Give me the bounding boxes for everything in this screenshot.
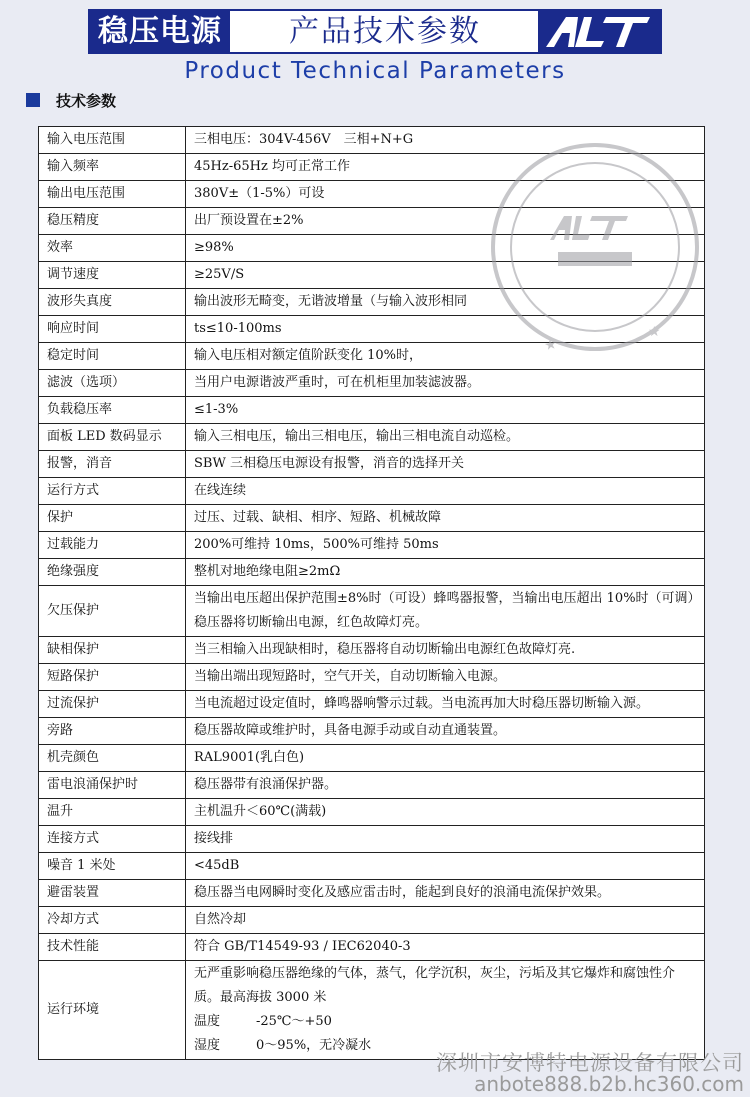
spec-key: 温升 xyxy=(39,799,186,826)
spec-value: SBW 三相稳压电源设有报警，消音的选择开关 xyxy=(186,451,705,478)
table-row xyxy=(39,772,705,799)
table-row xyxy=(39,718,705,745)
spec-value: 出厂预设置在±2% xyxy=(186,208,705,235)
spec-key: 输入频率 xyxy=(39,154,186,181)
spec-key: 面板 LED 数码显示 xyxy=(39,424,186,451)
spec-value: ≥98% xyxy=(186,235,705,262)
spec-key: 机壳颜色 xyxy=(39,745,186,772)
spec-value: 当三相输入出现缺相时，稳压器将自动切断输出电源红色故障灯亮. xyxy=(186,637,705,664)
spec-value: 输出波形无畸变，无谐波增量（与输入波形相同 xyxy=(186,289,705,316)
table-row xyxy=(39,664,705,691)
spec-table xyxy=(38,126,705,1060)
spec-key: 运行方式 xyxy=(39,478,186,505)
humidity-value: 0～95%，无冷凝水 xyxy=(256,1038,372,1053)
spec-key: 调节速度 xyxy=(39,262,186,289)
environment-row-group xyxy=(39,961,705,1060)
spec-key: 输入电压范围 xyxy=(39,127,186,154)
table-row xyxy=(39,853,705,880)
table-row xyxy=(39,907,705,934)
spec-key: 雷电浪涌保护时 xyxy=(39,772,186,799)
spec-value: 三相电压：304V-456V 三相+N+G xyxy=(186,127,705,154)
spec-value: RAL9001(乳白色) xyxy=(186,745,705,772)
spec-value: ≥25V/S xyxy=(186,262,705,289)
table-row xyxy=(39,637,705,664)
spec-value: 输入三相电压，输出三相电压，输出三相电流自动巡检。 xyxy=(186,424,705,451)
company-name-watermark: 深圳市安博特电源设备有限公司 xyxy=(436,1051,744,1075)
table-row xyxy=(39,235,705,262)
spec-value: 稳压器当电网瞬时变化及感应雷击时，能起到良好的浪涌电流保护效果。 xyxy=(186,880,705,907)
spec-key: 波形失真度 xyxy=(39,289,186,316)
spec-value: <45dB xyxy=(186,853,705,880)
site-url-watermark: anbote888.b2b.hc360.com xyxy=(474,1072,744,1096)
table-row xyxy=(39,316,705,343)
spec-value: 稳压器故障或维护时，具备电源手动或自动直通装置。 xyxy=(186,718,705,745)
spec-key: 旁路 xyxy=(39,718,186,745)
spec-value: 当输出电压超出保护范围±8%时（可设）蜂鸣器报警，当输出电压超出 10%时（可调）稳压器将切断输出电源，红色故障灯亮。 xyxy=(186,586,705,637)
temperature-label: 温度 xyxy=(194,1014,221,1029)
table-row xyxy=(39,799,705,826)
temperature-value: -25℃～+50 xyxy=(256,1014,332,1029)
page-title: 产品技术参数 xyxy=(289,14,481,49)
spec-key: 过流保护 xyxy=(39,691,186,718)
spec-value: 输入电压相对额定值阶跃变化 10%时， xyxy=(186,343,705,370)
spec-key: 滤波（选项） xyxy=(39,370,186,397)
spec-value: 符合 GB/T14549-93 / IEC62040-3 xyxy=(186,934,705,961)
table-row xyxy=(39,154,705,181)
environment-description: 无严重影响稳压器绝缘的气体，蒸气，化学沉积，灰尘，污垢及其它爆炸和腐蚀性介质。最高海拔 3000 米 xyxy=(194,966,676,1005)
spec-value xyxy=(186,961,705,1060)
table-row xyxy=(39,397,705,424)
spec-key: 过载能力 xyxy=(39,532,186,559)
spec-key: 输出电压范围 xyxy=(39,181,186,208)
table-row xyxy=(39,370,705,397)
spec-value: 自然冷却 xyxy=(186,907,705,934)
spec-key: 欠压保护 xyxy=(39,586,186,637)
table-row xyxy=(39,826,705,853)
spec-key: 响应时间 xyxy=(39,316,186,343)
spec-value: 当电流超过设定值时，蜂鸣器响警示过载。当电流再加大时稳压器切断输入源。 xyxy=(186,691,705,718)
spec-key: 报警，消音 xyxy=(39,451,186,478)
spec-key: 效率 xyxy=(39,235,186,262)
spec-key: 噪音 1 米处 xyxy=(39,853,186,880)
spec-value: 200%可维持 10ms，500%可维持 50ms xyxy=(186,532,705,559)
spec-value: 当用户电源谐波严重时，可在机柜里加装滤波器。 xyxy=(186,370,705,397)
temperature-line xyxy=(194,1010,696,1034)
spec-key: 连接方式 xyxy=(39,826,186,853)
spec-value: 45Hz-65Hz 均可正常工作 xyxy=(186,154,705,181)
table-row xyxy=(39,208,705,235)
humidity-label: 湿度 xyxy=(194,1038,221,1053)
spec-value: 在线连续 xyxy=(186,478,705,505)
table-row xyxy=(39,451,705,478)
spec-value: 过压、过载、缺相、相序、短路、机械故障 xyxy=(186,505,705,532)
header-banner xyxy=(88,9,662,54)
table-row xyxy=(39,691,705,718)
spec-key: 避雷装置 xyxy=(39,880,186,907)
table-row xyxy=(39,478,705,505)
table-row xyxy=(39,934,705,961)
spec-value: 主机温升＜60℃(满载) xyxy=(186,799,705,826)
spec-value: 稳压器带有浪涌保护器。 xyxy=(186,772,705,799)
table-row xyxy=(39,532,705,559)
spec-value: ts≤10-100ms xyxy=(186,316,705,343)
svg-text:★: ★ xyxy=(648,324,661,340)
spec-key: 缺相保护 xyxy=(39,637,186,664)
spec-value: 接线排 xyxy=(186,826,705,853)
table-row xyxy=(39,127,705,154)
spec-key: 稳定时间 xyxy=(39,343,186,370)
square-bullet-icon xyxy=(26,93,40,107)
spec-key: 运行环境 xyxy=(39,961,186,1060)
table-row xyxy=(39,559,705,586)
section-header xyxy=(26,90,116,110)
table-row xyxy=(39,289,705,316)
spec-key: 负载稳压率 xyxy=(39,397,186,424)
table-row xyxy=(39,505,705,532)
spec-value: 当输出端出现短路时，空气开关，自动切断输入电源。 xyxy=(186,664,705,691)
spec-table-body xyxy=(39,127,705,961)
spec-value: 380V±（1-5%）可设 xyxy=(186,181,705,208)
svg-text:★: ★ xyxy=(543,336,559,354)
spec-key: 短路保护 xyxy=(39,664,186,691)
table-row xyxy=(39,586,705,637)
spec-key: 绝缘强度 xyxy=(39,559,186,586)
spec-key: 稳压精度 xyxy=(39,208,186,235)
table-row xyxy=(39,745,705,772)
english-subtitle: Product Technical Parameters xyxy=(184,58,566,84)
spec-key: 保护 xyxy=(39,505,186,532)
brand-logo xyxy=(538,11,660,52)
table-row xyxy=(39,262,705,289)
spec-value: 整机对地绝缘电阻≥2mΩ xyxy=(186,559,705,586)
table-row xyxy=(39,424,705,451)
table-row-environment xyxy=(39,961,705,1060)
spec-key: 冷却方式 xyxy=(39,907,186,934)
table-row xyxy=(39,343,705,370)
category-title: 稳压电源 xyxy=(90,11,230,52)
spec-value: ≤1-3% xyxy=(186,397,705,424)
table-row xyxy=(39,181,705,208)
section-title: 技术参数 xyxy=(56,91,117,110)
table-row xyxy=(39,880,705,907)
spec-key: 技术性能 xyxy=(39,934,186,961)
